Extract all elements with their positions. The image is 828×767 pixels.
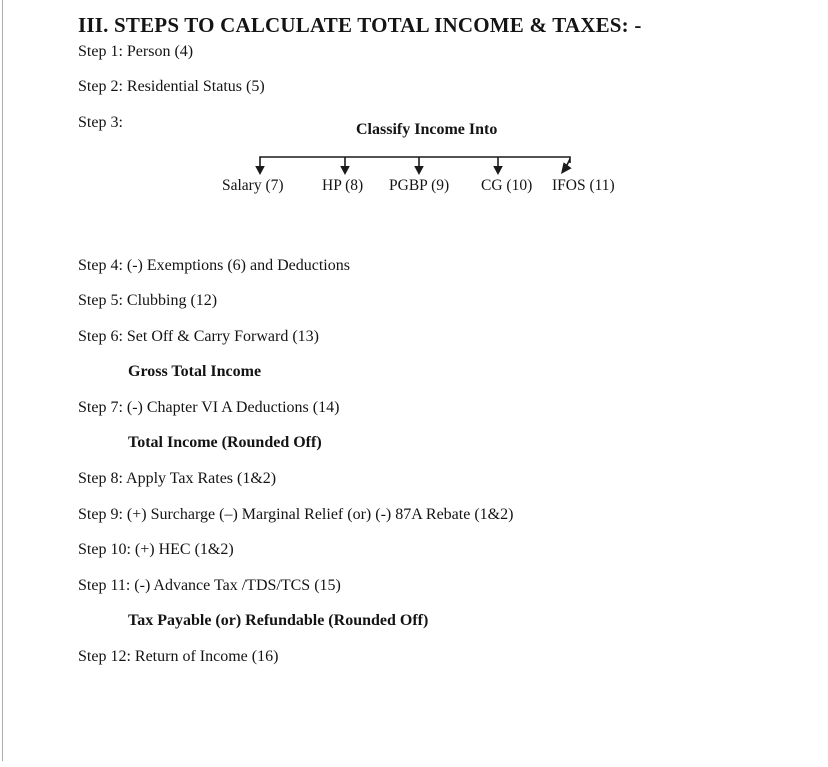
- down-arrow-icon: [414, 166, 424, 175]
- diagram-heading: Classify Income Into: [356, 121, 498, 138]
- step-3-line: Step 3:: [78, 114, 123, 131]
- branch-label-hp: HP (8): [322, 177, 364, 194]
- gross-total-income-heading: Gross Total Income: [128, 363, 262, 380]
- branch-label-ifos: IFOS (11): [552, 177, 615, 194]
- down-arrow-icon: [493, 166, 503, 175]
- branch-label-cg: CG (10): [481, 177, 533, 194]
- step-2-line: Step 2: Residential Status (5): [78, 78, 265, 95]
- step-5-line: Step 5: Clubbing (12): [78, 292, 218, 309]
- step-8-line: Step 8: Apply Tax Rates (1&2): [78, 470, 277, 487]
- branch-label-salary: Salary (7): [222, 177, 284, 194]
- total-income-heading: Total Income (Rounded Off): [128, 434, 322, 451]
- down-arrow-icon: [340, 166, 350, 175]
- branch-label-pgbp: PGBP (9): [389, 177, 450, 194]
- step-12-line: Step 12: Return of Income (16): [78, 648, 279, 665]
- down-arrow-icon: [255, 166, 265, 175]
- step-10-line: Step 10: (+) HEC (1&2): [78, 541, 234, 558]
- step-7-line: Step 7: (-) Chapter VI A Deductions (14): [78, 399, 340, 416]
- tax-payable-heading: Tax Payable (or) Refundable (Rounded Off): [128, 612, 429, 629]
- step-6-line: Step 6: Set Off & Carry Forward (13): [78, 328, 319, 345]
- step-11-line: Step 11: (-) Advance Tax /TDS/TCS (15): [78, 577, 341, 594]
- step-9-line: Step 9: (+) Surcharge (–) Marginal Relief (or) (-) 87A Rebate (1&2): [78, 506, 514, 523]
- step-4-line: Step 4: (-) Exemptions (6) and Deductions: [78, 257, 350, 274]
- step-1-line: Step 1: Person (4): [78, 43, 194, 60]
- page-edge-line: [2, 0, 3, 761]
- page-title: III. STEPS TO CALCULATE TOTAL INCOME & TAXES: -: [78, 13, 642, 37]
- bent-arrow-icon: [561, 162, 572, 174]
